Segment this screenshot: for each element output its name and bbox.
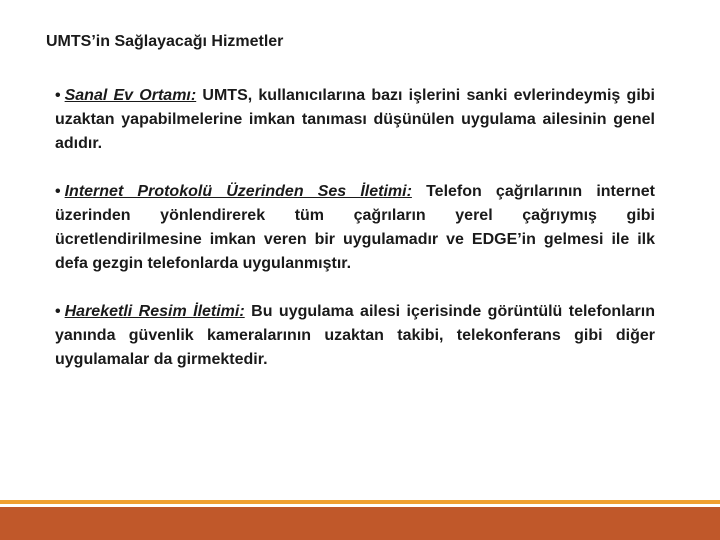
bullet-symbol: • <box>55 183 61 200</box>
bullet-sanal-ev-ortami <box>55 84 655 156</box>
slide-title: UMTS’in Sağlayacağı Hizmetler <box>46 33 284 50</box>
bullet-text: Bu uygulama ailesi içerisinde görüntülü telefonların yanında güvenlik kameralarının uzaktan takibi, telekonferans gibi diğer uygulamalar da girmektedir. <box>55 303 655 368</box>
bullet-list <box>55 84 655 396</box>
bullet-symbol: • <box>55 87 61 104</box>
bullet-text: Telefon çağrılarının internet üzerinden yönlendirerek tüm çağrıların yerel çağrıymış gibi ücretlendirilmesine imkan veren bir uygulamadır ve EDGE’in gelmesi ile ilk defa gezgin telefonlarda uygulanmıştır. <box>55 183 655 272</box>
footer-band <box>0 500 720 540</box>
footer-accent-fill <box>0 507 720 540</box>
bullet-hareketli-resim <box>55 300 655 372</box>
bullet-term: Hareketli Resim İletimi: <box>64 303 245 320</box>
footer-accent-line <box>0 500 720 504</box>
bullet-text: UMTS, kullanıcılarına bazı işlerini sanki evlerindeymiş gibi uzaktan yapabilmelerine imkan tanıması düşünülen uygulama ailesinin genel adıdır. <box>55 87 655 152</box>
bullet-voip <box>55 180 655 276</box>
bullet-symbol: • <box>55 303 61 320</box>
bullet-term: Sanal Ev Ortamı: <box>64 87 197 104</box>
bullet-term: Internet Protokolü Üzerinden Ses İletimi: <box>64 183 412 200</box>
